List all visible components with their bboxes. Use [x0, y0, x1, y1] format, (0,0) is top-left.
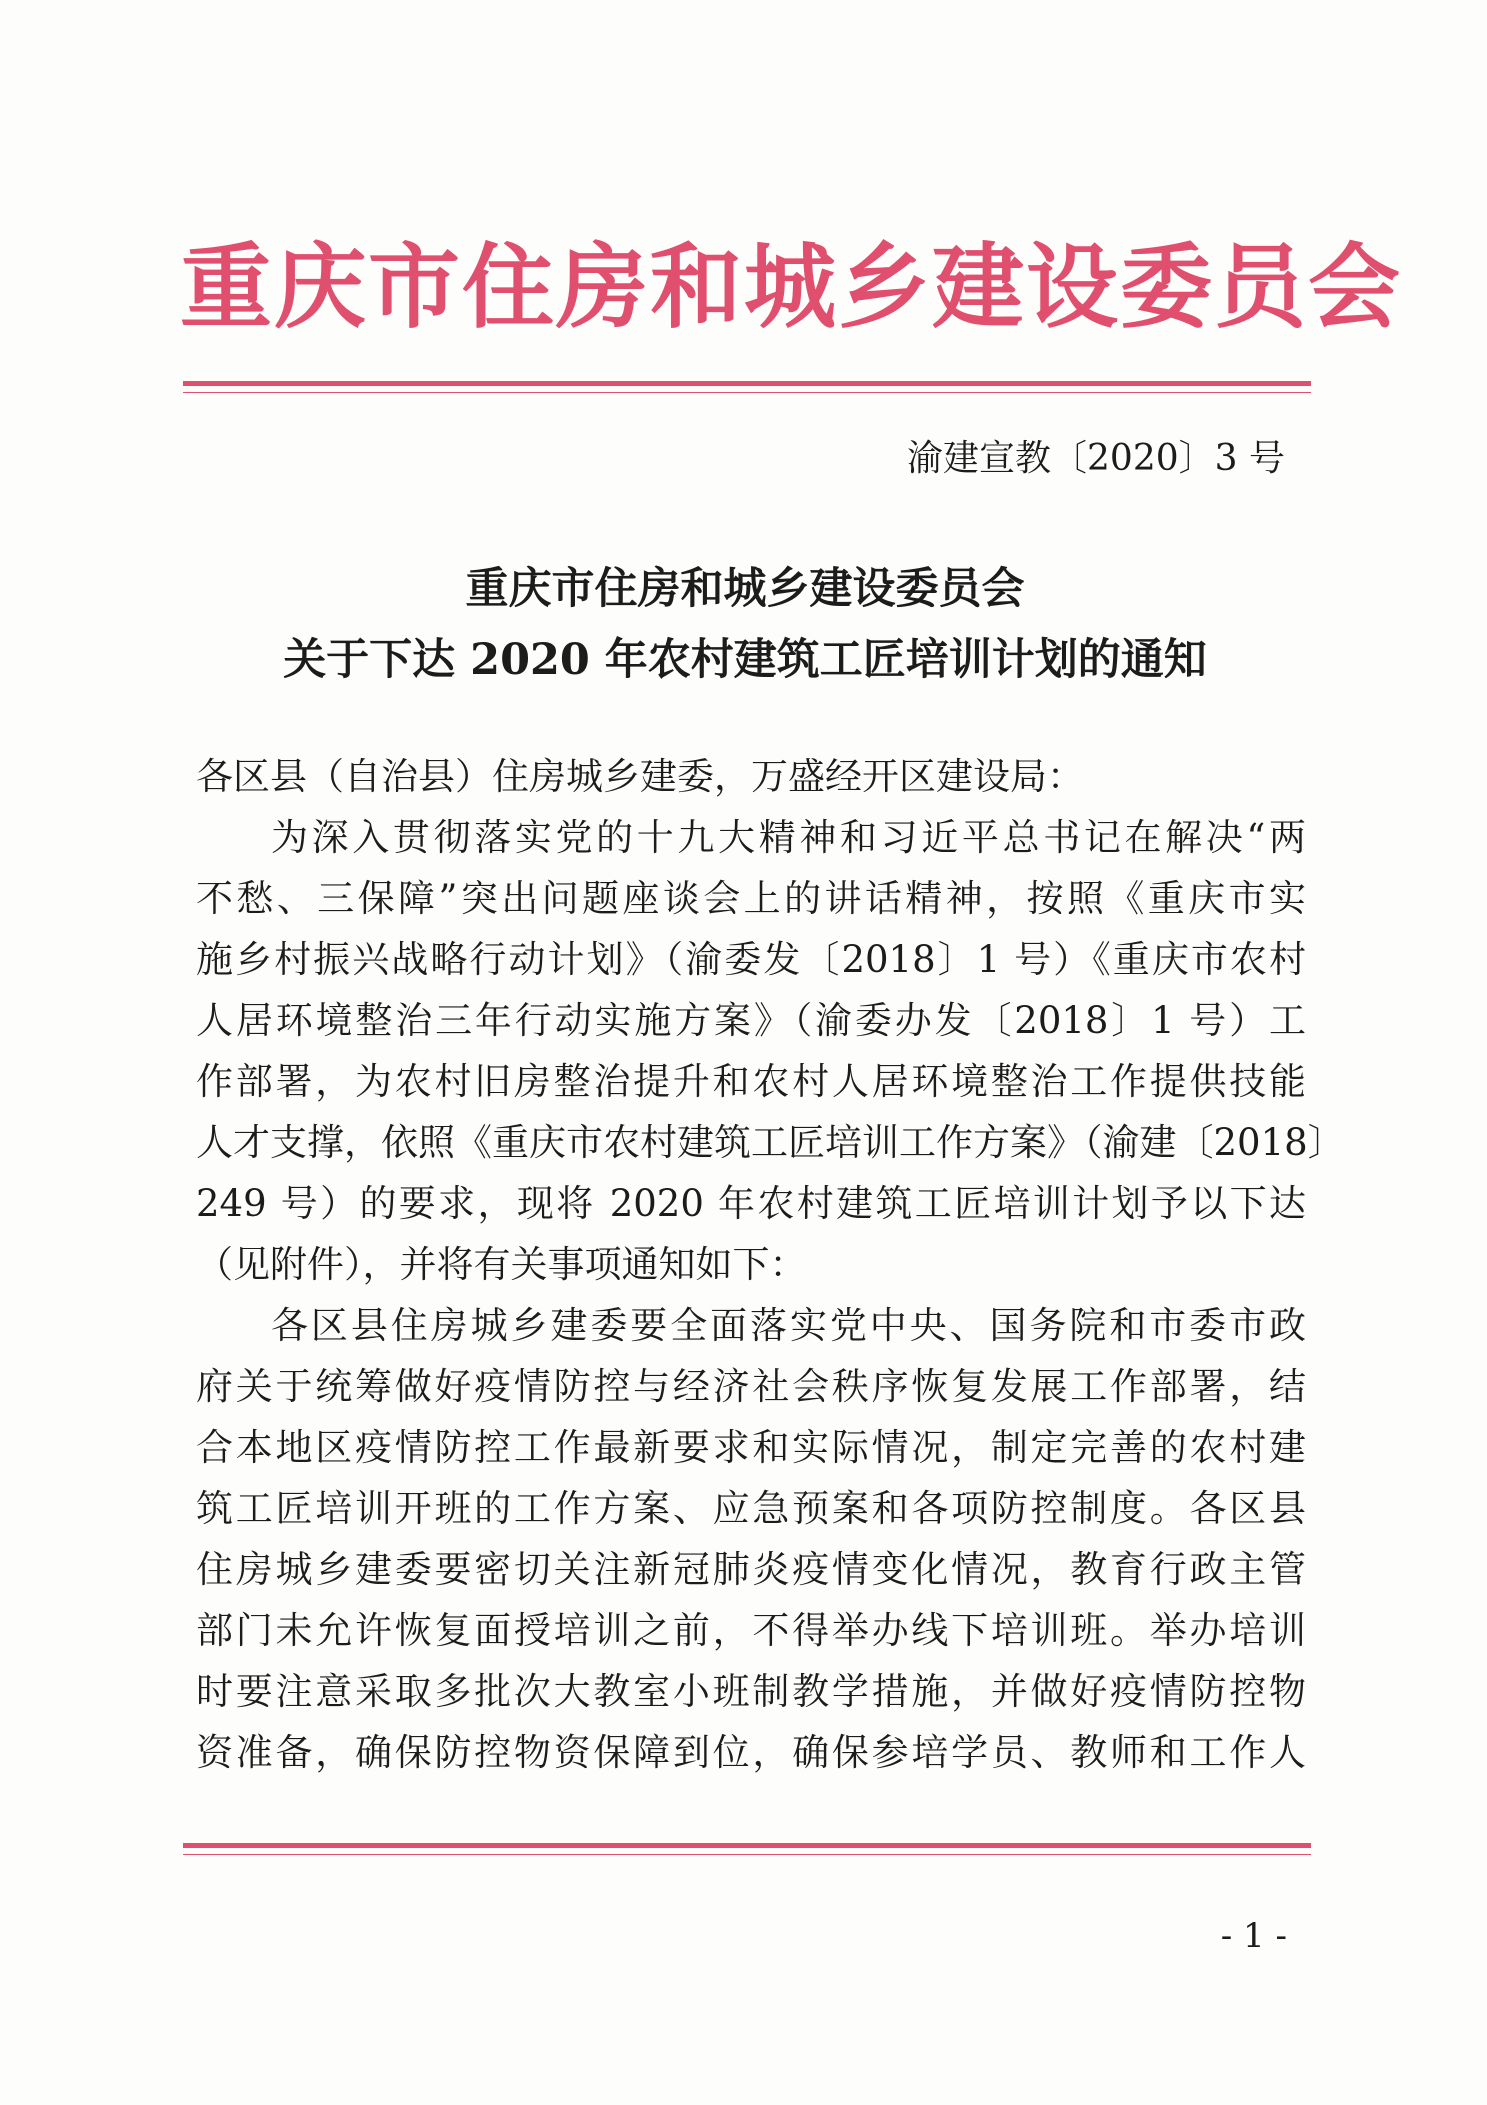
body-line: 人居环境整治三年行动实施方案》（渝委办发〔2018〕1 号）工 — [196, 999, 1306, 1042]
body-line: 资准备，确保防控物资保障到位，确保参培学员、教师和工作人 — [196, 1731, 1306, 1774]
document-number: 渝建宣教〔2020〕3 号 — [907, 438, 1285, 479]
footer-red-rule — [183, 1843, 1311, 1848]
title-line-1: 重庆市住房和城乡建设委员会 — [465, 564, 1025, 614]
body-line: 住房城乡建委要密切关注新冠肺炎疫情变化情况，教育行政主管 — [196, 1548, 1306, 1591]
footer-red-rule-thin — [183, 1854, 1311, 1855]
body-line: 249 号）的要求，现将 2020 年农村建筑工匠培训计划予以下达 — [196, 1182, 1306, 1225]
body-line: 作部署，为农村旧房整治提升和农村人居环境整治工作提供技能 — [196, 1060, 1306, 1103]
org-letterhead: 重庆市住房和城乡建设委员会 — [180, 234, 1403, 341]
salutation: 各区县（自治县）住房城乡建委，万盛经开区建设局： — [196, 755, 1084, 798]
body-line: 为深入贯彻落实党的十九大精神和习近平总书记在解决“两 — [271, 816, 1306, 859]
body-line: 人才支撑，依照《重庆市农村建筑工匠培训工作方案》（渝建〔2018〕 — [196, 1121, 1345, 1164]
title-line-2: 关于下达 2020 年农村建筑工匠培训计划的通知 — [283, 635, 1207, 685]
body-line: 各区县住房城乡建委要全面落实党中央、国务院和市委市政 — [271, 1304, 1306, 1347]
body-line: 筑工匠培训开班的工作方案、应急预案和各项防控制度。各区县 — [196, 1487, 1306, 1530]
body-line: 不愁、三保障”突出问题座谈会上的讲话精神，按照《重庆市实 — [196, 877, 1306, 920]
body-line: 合本地区疫情防控工作最新要求和实际情况，制定完善的农村建 — [196, 1426, 1306, 1469]
body-line: 部门未允许恢复面授培训之前，不得举办线下培训班。举办培训 — [196, 1609, 1306, 1652]
body-line: （见附件），并将有关事项通知如下： — [196, 1243, 807, 1286]
body-line: 施乡村振兴战略行动计划》（渝委发〔2018〕1 号）《重庆市农村 — [196, 938, 1306, 981]
page-number: - 1 - — [1220, 1916, 1287, 1956]
body-line: 府关于统筹做好疫情防控与经济社会秩序恢复发展工作部署，结 — [196, 1365, 1306, 1408]
header-red-rule-thin — [183, 392, 1311, 393]
header-red-rule — [183, 381, 1311, 386]
body-line: 时要注意采取多批次大教室小班制教学措施，并做好疫情防控物 — [196, 1670, 1306, 1713]
